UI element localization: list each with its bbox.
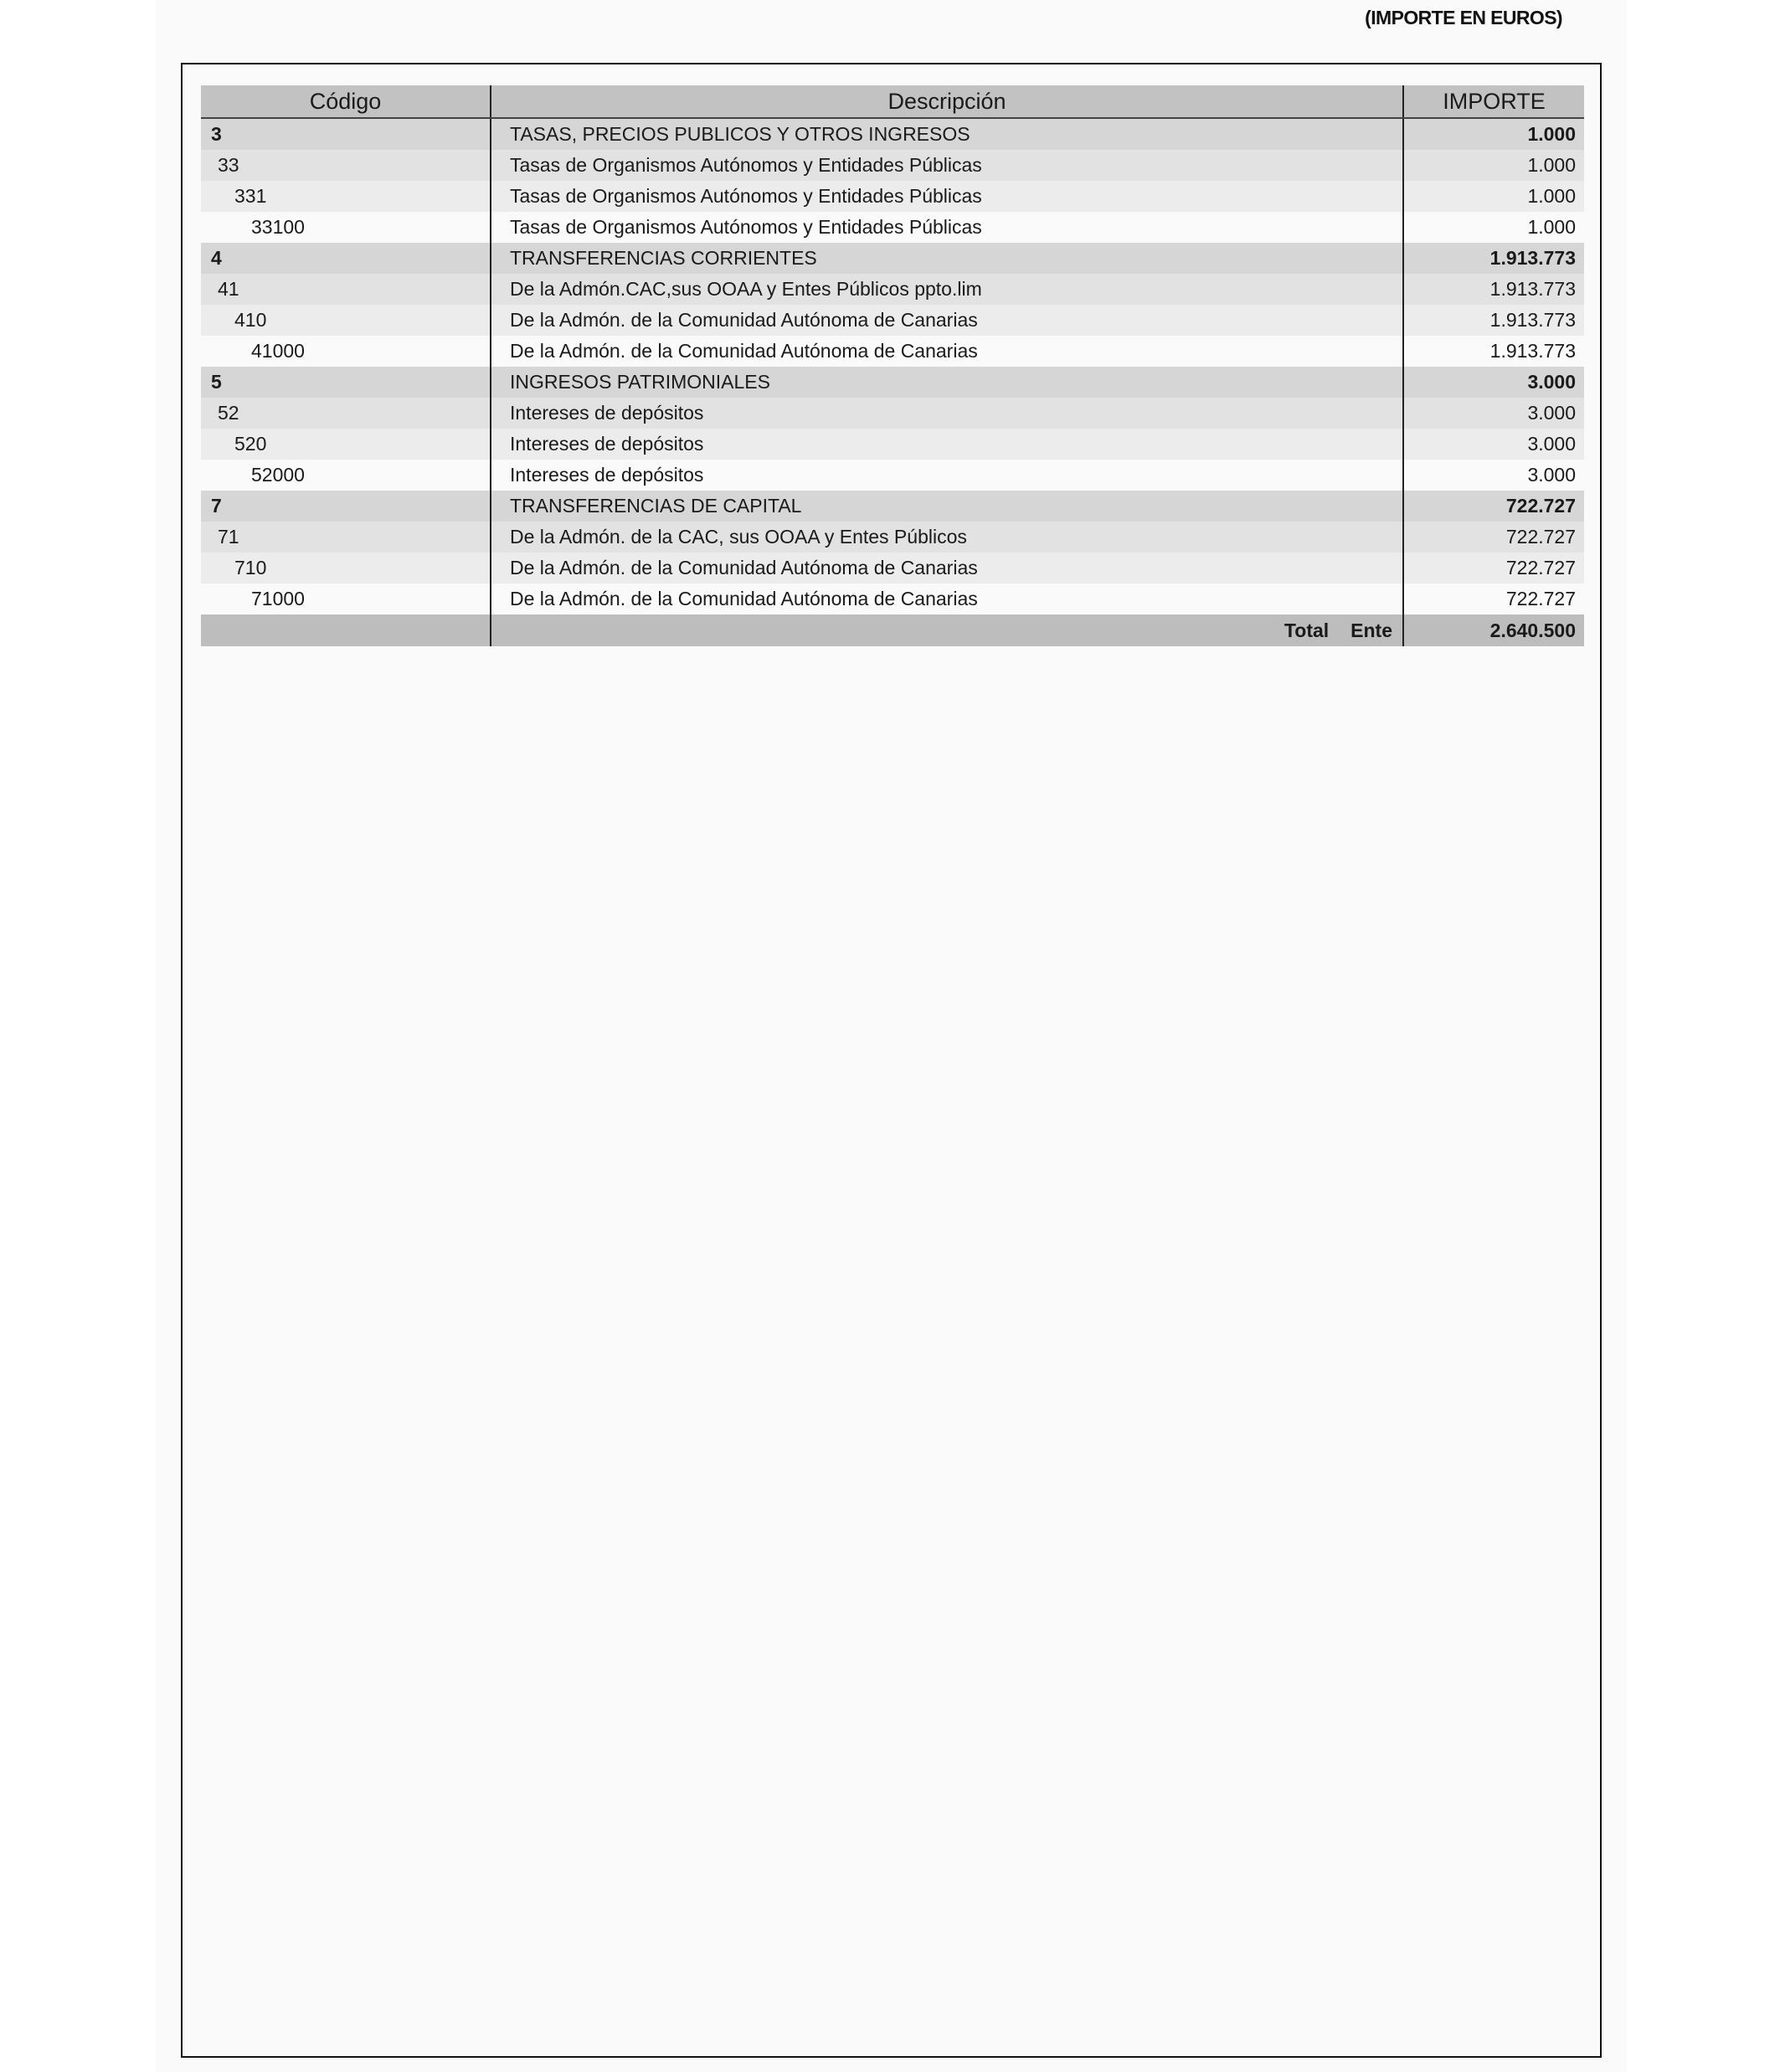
row-description: Tasas de Organismos Autónomos y Entidades Públicas [491,212,1403,243]
row-description: De la Admón. de la Comunidad Autónoma de Canarias [491,336,1403,367]
row-description: Tasas de Organismos Autónomos y Entidades Públicas [491,150,1403,181]
table-row [201,491,1584,522]
row-description: TRANSFERENCIAS DE CAPITAL [491,491,1403,522]
table-row [201,522,1584,553]
row-description: De la Admón.CAC,sus OOAA y Entes Públicos ppto.lim [491,274,1403,305]
row-amount: 722.727 [1403,553,1584,584]
row-description: De la Admón. de la Comunidad Autónoma de Canarias [491,305,1403,336]
table-frame [181,63,1602,2058]
table-row [201,336,1584,367]
row-amount: 1.000 [1403,181,1584,212]
table-row [201,181,1584,212]
row-description: Intereses de depósitos [491,429,1403,460]
row-description: INGRESOS PATRIMONIALES [491,367,1403,398]
column-header-code: Código [201,85,491,118]
row-code: 52000 [201,460,491,491]
table-row [201,584,1584,614]
row-amount: 1.913.773 [1403,305,1584,336]
total-row [201,614,1584,646]
row-amount: 1.000 [1403,212,1584,243]
row-code: 710 [201,553,491,584]
row-amount: 1.000 [1403,118,1584,150]
table-row [201,274,1584,305]
row-amount: 3.000 [1403,398,1584,429]
document-page [156,0,1627,2072]
row-code: 5 [201,367,491,398]
column-header-description: Descripción [491,85,1403,118]
budget-income-table [201,85,1584,646]
row-amount: 1.000 [1403,150,1584,181]
row-code: 3 [201,118,491,150]
row-amount: 1.913.773 [1403,274,1584,305]
table-row [201,460,1584,491]
table-row [201,212,1584,243]
row-code: 41 [201,274,491,305]
table-row [201,398,1584,429]
table-row [201,305,1584,336]
row-description: Tasas de Organismos Autónomos y Entidades Públicas [491,181,1403,212]
total-entity-label: Ente [1350,619,1392,641]
total-label: Total [1284,619,1330,641]
column-header-amount: IMPORTE [1403,85,1584,118]
row-amount: 1.913.773 [1403,243,1584,274]
row-amount: 1.913.773 [1403,336,1584,367]
row-code: 331 [201,181,491,212]
row-amount: 722.727 [1403,584,1584,614]
row-description: TASAS, PRECIOS PUBLICOS Y OTROS INGRESOS [491,118,1403,150]
row-description: De la Admón. de la Comunidad Autónoma de Canarias [491,553,1403,584]
row-code: 71 [201,522,491,553]
total-code-cell [201,614,491,646]
row-code: 520 [201,429,491,460]
row-description: De la Admón. de la CAC, sus OOAA y Entes Públicos [491,522,1403,553]
row-amount: 722.727 [1403,522,1584,553]
row-code: 7 [201,491,491,522]
row-code: 71000 [201,584,491,614]
row-amount: 3.000 [1403,429,1584,460]
table-row [201,243,1584,274]
row-code: 33 [201,150,491,181]
row-amount: 722.727 [1403,491,1584,522]
currency-unit-note: (IMPORTE EN EUROS) [1365,7,1562,28]
row-code: 41000 [201,336,491,367]
row-code: 4 [201,243,491,274]
table-row [201,367,1584,398]
row-description: Intereses de depósitos [491,398,1403,429]
row-amount: 3.000 [1403,460,1584,491]
row-description: De la Admón. de la Comunidad Autónoma de Canarias [491,584,1403,614]
table-header-row [201,85,1584,118]
table-row [201,150,1584,181]
row-code: 410 [201,305,491,336]
row-description: TRANSFERENCIAS CORRIENTES [491,243,1403,274]
row-code: 33100 [201,212,491,243]
table-row [201,118,1584,150]
table-row [201,429,1584,460]
table-body [201,118,1584,646]
row-description: Intereses de depósitos [491,460,1403,491]
table-row [201,553,1584,584]
total-label-cell [491,614,1403,646]
total-amount: 2.640.500 [1403,614,1584,646]
row-code: 52 [201,398,491,429]
row-amount: 3.000 [1403,367,1584,398]
